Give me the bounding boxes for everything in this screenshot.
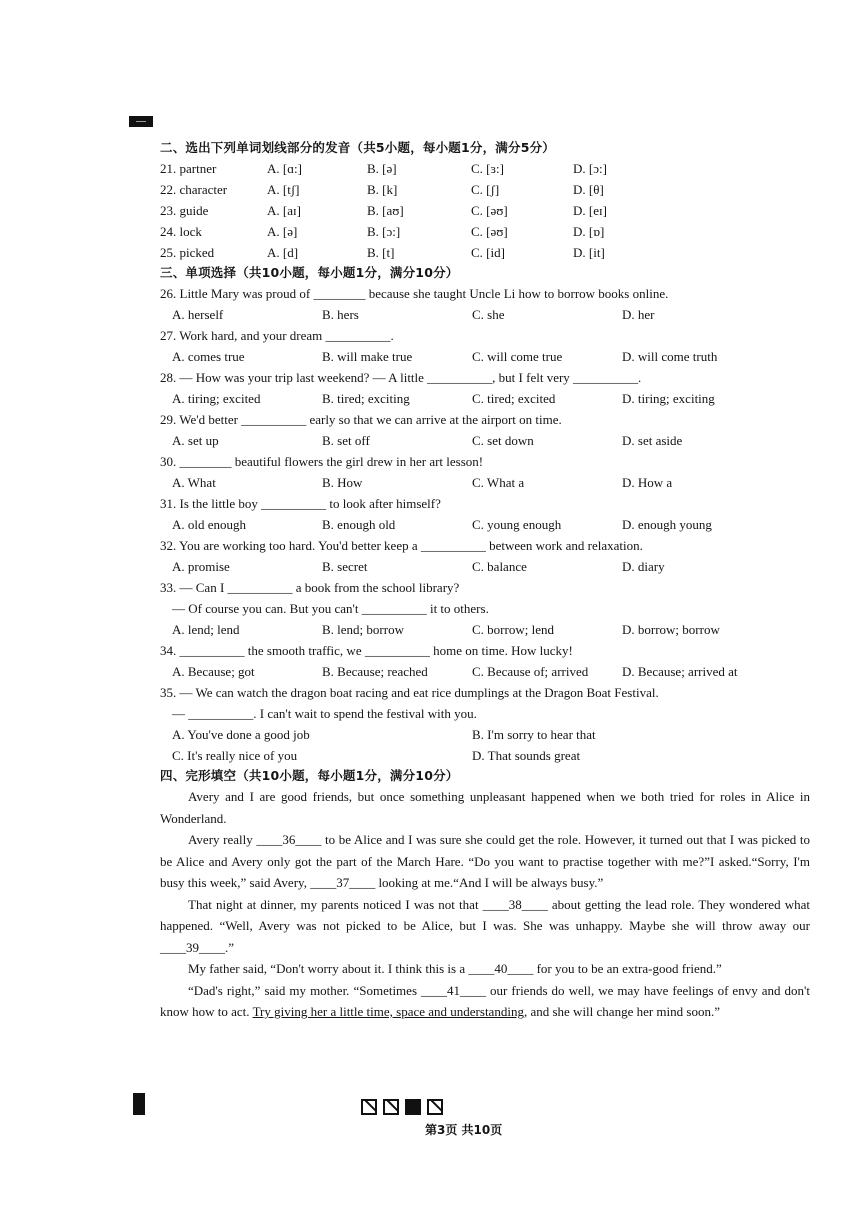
- cloze-passage: [160, 786, 810, 1023]
- filled-box-icon: [405, 1099, 421, 1115]
- phonetic-question-24: 24. lock A. [ə] B. [ɔ:] C. [əʊ] D. [ɒ]: [160, 224, 605, 239]
- crossed-box-icon: [383, 1099, 399, 1115]
- crossed-box-icon: [427, 1099, 443, 1115]
- question-31: 31. Is the little boy __________ to look after himself? A. old enough B. enough old C. young enough D. enough young: [160, 496, 712, 532]
- side-registration-mark: [133, 1093, 145, 1115]
- question-26: 26. Little Mary was proud of ________ because she taught Uncle Li how to borrow books online. A. herself B. hers C. she D. her: [160, 286, 669, 322]
- crossed-box-icon: [361, 1099, 377, 1115]
- section-3-heading: 三、单项选择（共10小题，每小题1分，满分10分）: [160, 265, 459, 280]
- question-35: 35. — We can watch the dragon boat racing and eat rice dumplings at the Dragon Boat Festival. — __________. I can't wait to spend the festival with you. A. You've done a good job B. I'm sorry to hear that C. It's really nice of you D. That sounds great: [160, 685, 659, 763]
- phonetic-question-22: 22. character A. [tʃ] B. [k] C. [ʃ] D. [θ]: [160, 182, 604, 197]
- answer-sheet-marks: [361, 1099, 443, 1115]
- question-30: 30. ________ beautiful flowers the girl drew in her art lesson! A. What B. How C. What a D. How a: [160, 454, 673, 490]
- phonetic-question-23: 23. guide A. [aɪ] B. [aʊ] C. [əʊ] D. [eɪ]: [160, 203, 607, 218]
- cloze-paragraph-3: That night at dinner, my parents noticed I was not that ____38____ about getting the lead role. They wondered what happened. “Well, Avery was not picked to be Alice, but I was. She was unhappy. Maybe she will throw away our ____39____.”: [160, 896, 810, 955]
- corner-registration-mark: [129, 116, 153, 127]
- cloze-paragraph-4: My father said, “Don't worry about it. I think this is a ____40____ for you to be an extra-good friend.”: [188, 961, 722, 976]
- question-33: 33. — Can I __________ a book from the school library? — Of course you can. But you can't __________ it to others. A. lend; lend B. lend; borrow C. borrow; lend D. borrow; borrow: [160, 580, 720, 637]
- phonetic-question-21: 21. partner A. [ɑ:] B. [ə] C. [ɜ:] D. [ɔ:]: [160, 161, 607, 176]
- question-29: 29. We'd better __________ early so that we can arrive at the airport on time. A. set up B. set off C. set down D. set aside: [160, 412, 683, 448]
- page-number: 第3页 共10页: [425, 1123, 503, 1137]
- cloze-paragraph-2: Avery really ____36____ to be Alice and I was sure she could get the role. However, it turned out that I was picked to be Alice and Avery only got the part of the March Hare. “Do you want to practise together with me?”I asked.“Sorry, I'm busy this week,” said Avery, ____37____ looking at me.“And I will be always busy.”: [160, 832, 810, 890]
- question-27: 27. Work hard, and your dream __________. A. comes true B. will make true C. will come true D. will come truth: [160, 328, 718, 364]
- exam-page-content: [160, 138, 810, 1023]
- cloze-paragraph-1: Avery and I are good friends, but once something unpleasant happened when we both tried for roles in Alice in Wonderland.: [160, 789, 810, 826]
- question-32: 32. You are working too hard. You'd better keep a __________ between work and relaxation. A. promise B. secret C. balance D. diary: [160, 538, 665, 574]
- question-28: 28. — How was your trip last weekend? — A little __________, but I felt very __________. A. tiring; excited B. tired; exciting C. tired; excited D. tiring; exciting: [160, 370, 715, 406]
- cloze-paragraph-5: “Dad's right,” said my mother. “Sometimes ____41____ our friends do well, we may have feelings of envy and don't know how to act. Try giving her a little time, space and understanding, and she will change her mind soon.”: [160, 982, 810, 1019]
- question-34: 34. __________ the smooth traffic, we __________ home on time. How lucky! A. Because; got B. Because; reached C. Because of; arrived D. Because; arrived at: [160, 643, 738, 679]
- section-4-heading: 四、完形填空（共10小题，每小题1分，满分10分）: [160, 768, 459, 783]
- section-2-heading: 二、选出下列单词划线部分的发音（共5小题，每小题1分，满分5分）: [160, 140, 555, 155]
- underlined-sentence: Try giving her a little time, space and understanding: [252, 1004, 524, 1019]
- phonetic-question-25: 25. picked A. [d] B. [t] C. [id] D. [it]: [160, 245, 605, 260]
